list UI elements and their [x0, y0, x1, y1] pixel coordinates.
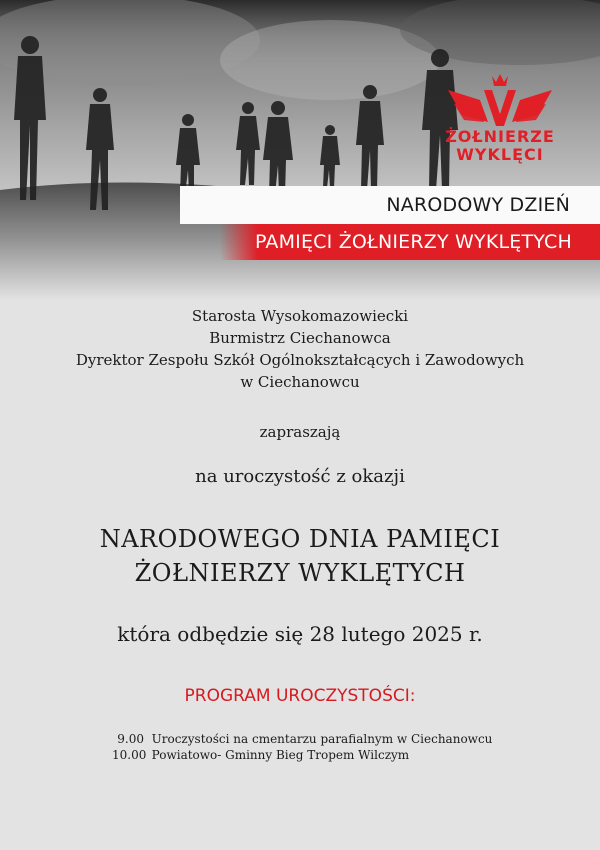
- program-item: [112, 731, 492, 747]
- program-item-text: Uroczystości na cmentarzu parafialnym w Ciechanowcu: [151, 732, 493, 746]
- headline-line: ŻOŁNIERZY WYKLĘTYCH: [134, 559, 466, 587]
- banner-national-day-text: NARODOWY DZIEŃ: [386, 194, 570, 216]
- program-item: [112, 747, 492, 763]
- banner-national-day: [180, 186, 600, 224]
- organizer-line: w Ciechanowcu: [240, 373, 360, 391]
- organizers-block: [0, 305, 600, 393]
- program-item-time: 10.00: [112, 748, 147, 762]
- invite-text: zapraszają: [259, 423, 341, 441]
- banner-memory-text: PAMIĘCI ŻOŁNIERZY WYKLĘTYCH: [254, 231, 572, 253]
- organizer-line: Burmistrz Ciechanowca: [209, 329, 391, 347]
- headline: [0, 522, 600, 590]
- date-line: która odbędzie się 28 lutego 2025 r.: [117, 622, 483, 646]
- logo-text-line2: WYKLĘCI: [456, 145, 544, 164]
- banner-memory: [220, 224, 600, 260]
- organizer-line: Dyrektor Zespołu Szkół Ogólnokształcących i Zawodowych: [75, 351, 525, 369]
- organizer-line: Starosta Wysokomazowiecki: [191, 307, 409, 325]
- headline-line: NARODOWEGO DNIA PAMIĘCI: [99, 525, 501, 553]
- occasion-text: na uroczystość z okazji: [195, 466, 405, 487]
- logo-text-line1: ŻOŁNIERZE: [445, 127, 555, 146]
- program-item-text: Powiatowo- Gminny Bieg Tropem Wilczym: [151, 748, 410, 762]
- program-list: [112, 731, 492, 763]
- program-item-time: 9.00: [117, 732, 144, 746]
- program-title: PROGRAM UROCZYSTOŚCI:: [184, 686, 416, 706]
